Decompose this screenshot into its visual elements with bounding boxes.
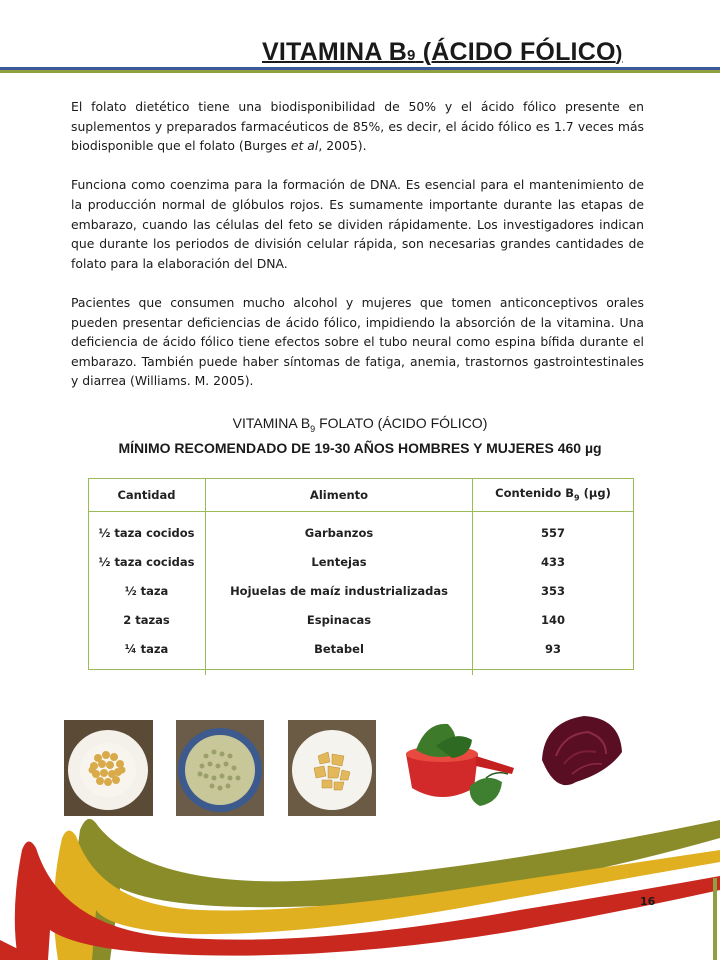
title-text: VITAMINA B — [262, 38, 408, 66]
paragraph-function: Funciona como coenzima para la formación de DNA. Es esencial para el mantenimiento de la producción normal de glóbulos rojos. Es sumamente importante durante las etapas de embarazo, cuando las células del feto se dividen rápidamente. Los investigadores indican que durante los periodos de división celular rápida, son necesarias grandes cantidades de folato para la elaboración del DNA. — [71, 177, 644, 271]
cell-cantidad: 2 tazas — [88, 605, 206, 634]
table-row — [88, 512, 633, 548]
table-row — [88, 576, 633, 605]
header-contenido: Contenido $B_9$ (µg) — [473, 478, 634, 512]
cell-cantidad: ½ taza cocidos — [88, 512, 206, 548]
title-close-paren: ) — [615, 43, 623, 65]
cell-alimento: Betabel — [206, 634, 473, 675]
title-subscript: 9 — [407, 47, 416, 64]
table-title — [0, 414, 720, 458]
header-alimento: Alimento — [206, 478, 473, 512]
cell-contenido: 353 — [540, 583, 565, 598]
header-cantidad: Cantidad — [88, 478, 206, 512]
cell-cantidad: ¼ taza — [88, 634, 206, 675]
cell-contenido: 557 — [540, 525, 565, 540]
cell-contenido: 433 — [540, 554, 565, 569]
cell-alimento: Espinacas — [206, 605, 473, 634]
footer-side-rule — [713, 878, 717, 960]
cell-alimento: Hojuelas de maíz industrializadas — [206, 576, 473, 605]
body-text — [71, 97, 644, 411]
table-title-line1: VITAMINA $B_9$ FOLATO (ÁCIDO FÓLICO) — [232, 415, 488, 434]
page-title — [262, 38, 622, 67]
table-title-line2: MÍNIMO RECOMENDADO DE 19-30 AÑOS HOMBRES Y MUJERES 460 µg — [118, 439, 602, 456]
paragraph-bioavailability: El folato dietético tiene una biodisponibilidad de 50% y el ácido fólico presente en suplementos y preparados farmacéuticos de 85%, es decir, el ácido fólico es 1.7 veces más biodisponible que el folato (Burges et al, 2005). — [71, 99, 644, 154]
table-row — [88, 547, 633, 576]
table-header-row — [88, 478, 633, 512]
cell-cantidad: ½ taza cocidas — [88, 547, 206, 576]
cell-alimento: Garbanzos — [206, 512, 473, 548]
cell-cantidad: ½ taza — [88, 576, 206, 605]
header-rule-olive — [0, 70, 720, 73]
folate-content-table — [88, 478, 633, 675]
cell-alimento: Lentejas — [206, 547, 473, 576]
page-number: 16 — [640, 895, 656, 908]
title-text-rest: (ÁCIDO FÓLICO — [415, 38, 616, 66]
table-row — [88, 634, 633, 675]
cell-contenido: 140 — [540, 612, 565, 627]
cell-contenido: 93 — [544, 641, 561, 656]
table-row — [88, 605, 633, 634]
paragraph-deficiency: Pacientes que consumen mucho alcohol y mujeres que tomen anticonceptivos orales pueden presentar deficiencias de ácido fólico, impidiendo la absorción de la vitamina. Una deficiencia de ácido fólico tiene efectos sobre el tubo neural como espina bífida durante el embarazo. También puede haber síntomas de fatiga, anemia, trastornos gastrointestinales y diarrea (Williams. M. 2005). — [71, 294, 644, 389]
footer-wave-decoration — [0, 790, 720, 960]
